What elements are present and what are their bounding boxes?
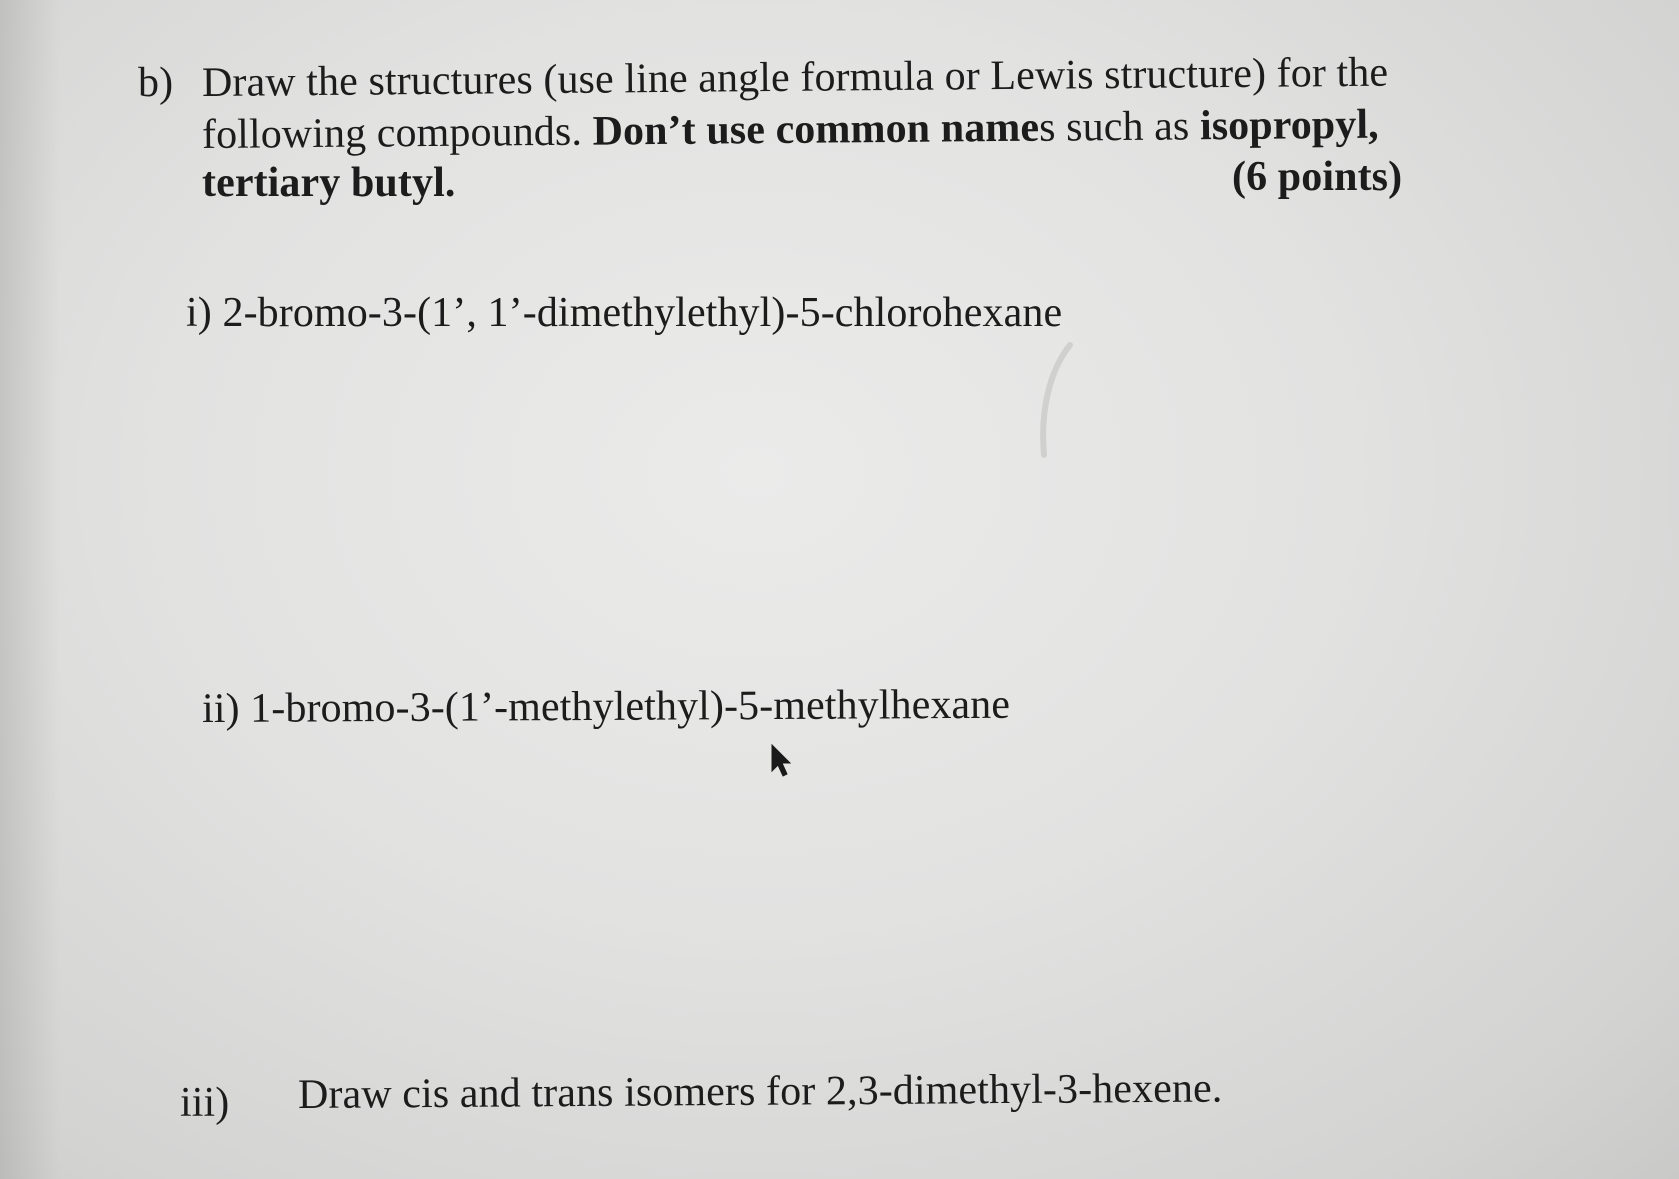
item-i — [186, 288, 1062, 338]
question-instruction-line-1: Draw the structures (use line angle formula or Lewis structure) for the — [201, 49, 1389, 106]
item-ii — [202, 680, 1010, 734]
mouse-pointer-icon — [770, 743, 794, 779]
instruction-bold-warning: Don’t use common name — [592, 104, 1040, 155]
instruction-text: following compounds. — [201, 108, 593, 158]
item-label: i) — [186, 290, 212, 336]
faint-pencil-mark — [1030, 340, 1080, 460]
page-shadow — [0, 0, 60, 1179]
instruction-bold-isopropyl: isopropyl, — [1199, 101, 1379, 150]
item-text: 2-bromo-3-(1’, 1’-dimethylethyl)-5-chlorohexane — [222, 290, 1063, 336]
instruction-text-continued: s such as — [1038, 103, 1201, 151]
points-value: (6 points) — [1232, 154, 1403, 200]
item-label: ii) — [201, 685, 240, 732]
question-instruction-line-2 — [202, 100, 1379, 160]
question-instruction-line-3: tertiary butyl. — [202, 160, 456, 206]
item-iii-text: Draw cis and trans isomers for 2,3-dimethyl-3-hexene. — [297, 1065, 1223, 1118]
item-text: 1-bromo-3-(1’-methylethyl)-5-methylhexane — [250, 681, 1011, 732]
item-iii-label: iii) — [180, 1080, 230, 1126]
question-label: b) — [138, 60, 174, 106]
